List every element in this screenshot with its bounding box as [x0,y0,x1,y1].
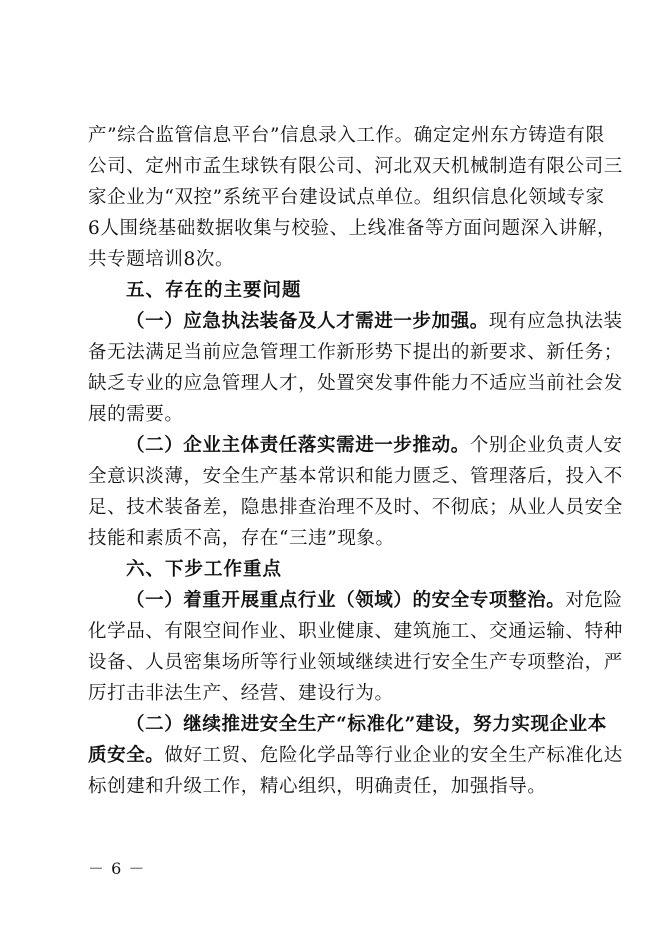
text-line: 标创建和升级工作，精心组织，明确责任，加强指导。 [88,776,547,797]
text-line: 技能和素质不高，存在“三违”现象。 [88,528,395,549]
paragraph-lead: （二）企业主体责任落实需进一步推动。 [126,435,470,456]
paragraph-first-line [88,306,623,337]
text-line: 展的需要。 [88,404,184,425]
paragraph-first-line: （二）继续推进安全生产“标准化”建设，努力实现企业本 [126,714,607,735]
section-heading: 五、存在的主要问题 [126,280,302,301]
text-line: 备无法满足当前应急管理工作新形势下提出的新要求、新任务； [88,342,623,363]
text-line: 足、技术装备差，隐患排查治理不及时、不彻底；从业人员安全 [88,497,623,518]
text-line: 家企业为“双控”系统平台建设试点单位。组织信息化领域专家 [88,187,605,208]
paragraph-lead: （一）应急执法装备及人才需进一步加强。 [126,311,489,332]
paragraph-text: 对危险 [565,590,623,611]
page-number: － 6 － [88,859,146,878]
text-line: 产”综合监管信息平台”信息录入工作。确定定州东方铸造有限 [88,125,605,146]
text-line: 全意识淡薄，安全生产基本常识和能力匮乏、管理落后，投入不 [88,466,623,487]
body-text [88,120,623,802]
paragraph-text: 做好工贸、危险化学品等行业企业的安全生产标准化达 [164,745,623,766]
paragraph-second-line [88,740,623,771]
text-line: 设备、人员密集场所等行业领域继续进行安全生产专项整治，严 [88,652,623,673]
paragraph-text: 现有应急执法装 [488,311,623,332]
section-heading: 六、下步工作重点 [126,559,283,580]
text-line: 化学品、有限空间作业、职业健康、建筑施工、交通运输、特种 [88,621,623,642]
text-line: 公司、定州市孟生球铁有限公司、河北双天机械制造有限公司三 [88,156,623,177]
text-line: 厉打击非法生产、经营、建设行为。 [88,683,394,704]
paragraph-lead: （一）着重开展重点行业（领域）的安全专项整治。 [126,590,566,611]
paragraph-text: 个别企业负责人安 [469,435,623,456]
paragraph-lead: 质安全。 [88,745,165,766]
text-line: 共专题培训8次。 [88,249,235,270]
text-line: 缺乏专业的应急管理人才，处置突发事件能力不适应当前社会发 [88,373,623,394]
text-line: 6人围绕基础数据收集与校验、上线准备等方面问题深入讲解， [88,218,617,239]
paragraph-first-line [88,585,623,616]
paragraph-first-line [88,430,623,461]
